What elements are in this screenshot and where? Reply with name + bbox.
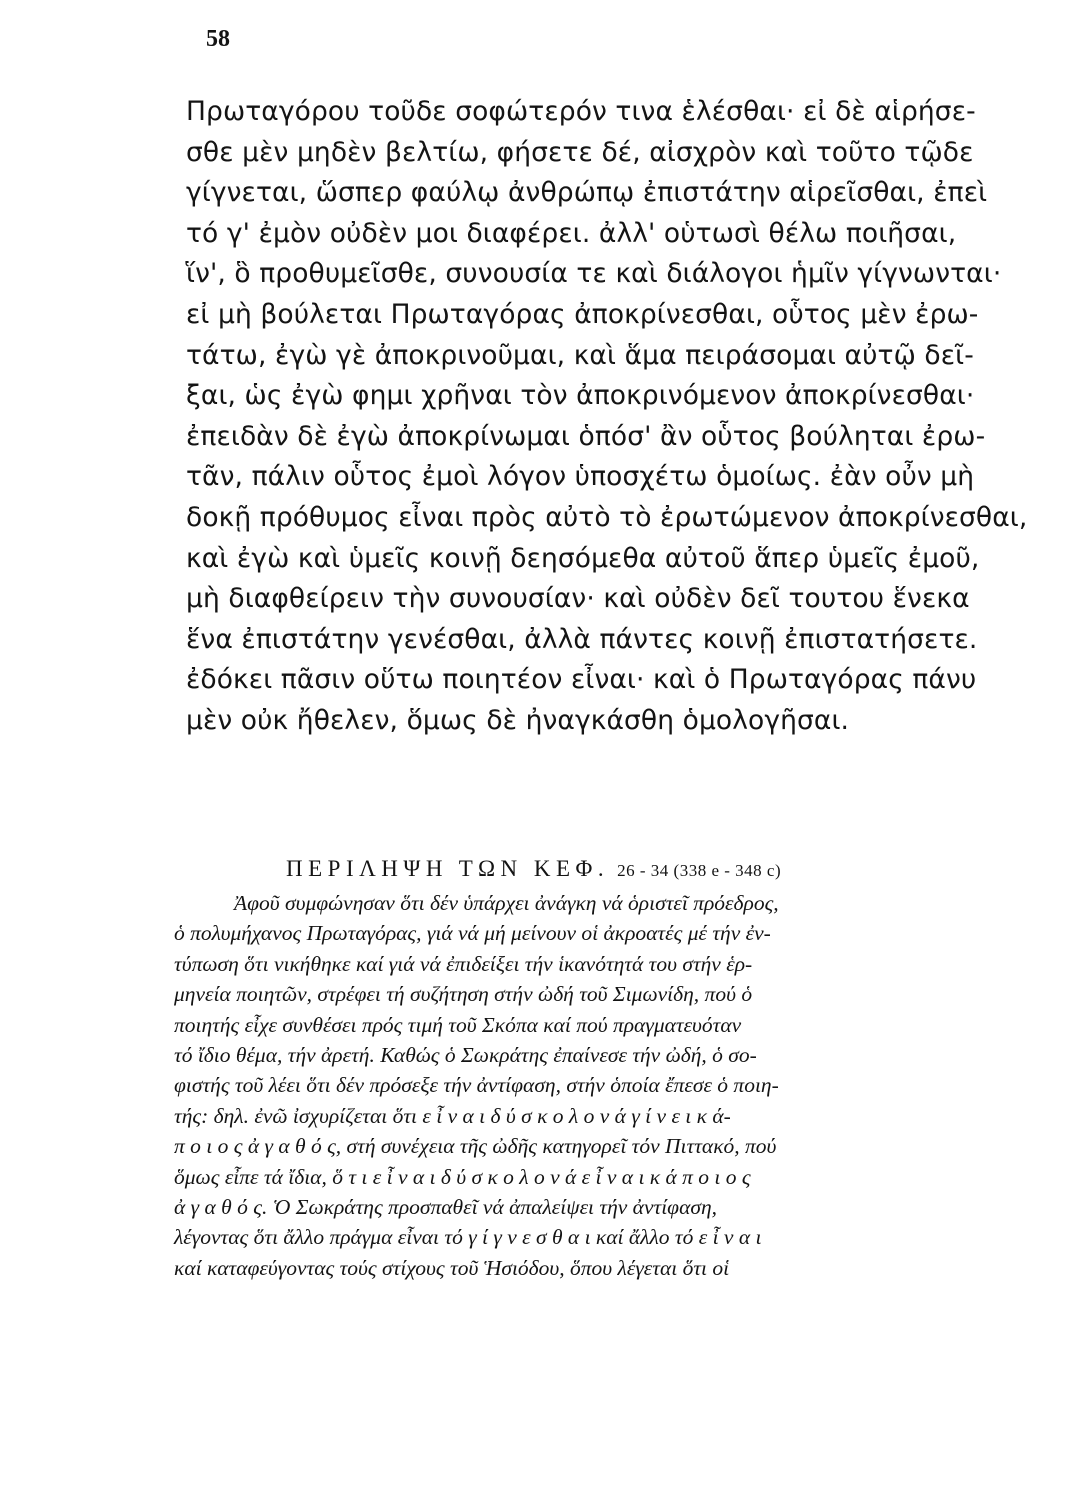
text-line: μὴ διαφθείρειν τὴν συνουσίαν· καὶ οὐδὲν δεῖ τουτου ἕνεκα xyxy=(186,583,970,615)
summary-line: τό ἴδιο θέμα, τήν ἀρετή. Καθώς ὁ Σωκράτης ἐπαίνεσε τήν ὠδή, ὁ σο- xyxy=(174,1043,757,1068)
summary-heading xyxy=(286,856,781,882)
summary-line: φιστής τοῦ λέει ὅτι δέν πρόσεξε τήν ἀντίφαση, στήν ὁποία ἔπεσε ὁ ποιη- xyxy=(174,1073,779,1098)
text-line: Πρωταγόρου τοῦδε σοφώτερόν τινα ἑλέσθαι· εἰ δὲ αἱρήσε- xyxy=(186,96,976,127)
summary-chapter-range: 26 - 34 (338 e - 348 c) xyxy=(617,861,782,880)
summary-line: τύπωση ὅτι νικήθηκε καί γιά νά ἐπιδείξει τήν ἱκανότητά του στήν ἑρ- xyxy=(174,951,753,976)
text-line: ἕνα ἐπιστάτην γενέσθαι, ἀλλὰ πάντες κοινῇ ἐπιστατήσετε. xyxy=(186,623,978,655)
text-line: ἐπειδὰν δὲ ἐγὼ ἀποκρίνωμαι ὁπόσ' ἂν οὗτος βούληται ἐρω- xyxy=(186,420,986,452)
summary-line: ὁ πολυμήχανος Πρωταγόρας, γιά νά μή μείνουν οἱ ἀκροατές μέ τήν ἐν- xyxy=(174,921,771,946)
text-line: εἰ μὴ βούλεται Πρωταγόρας ἀποκρίνεσθαι, οὗτος μὲν ἐρω- xyxy=(186,298,979,330)
page-number: 58 xyxy=(206,26,230,52)
text-line: τό γ' ἐμὸν οὐδὲν μοι διαφέρει. ἀλλ' οὑτωσὶ θέλω ποιῆσαι, xyxy=(186,217,957,249)
text-line: καὶ ἐγὼ καὶ ὑμεῖς κοινῇ δεησόμεθα αὐτοῦ ἅπερ ὑμεῖς ἐμοῦ, xyxy=(186,542,980,574)
summary-passage xyxy=(174,888,1024,1283)
summary-line: λέγοντας ὅτι ἄλλο πράγμα εἶναι τό γ ί γ ν ε σ θ α ι καί ἄλλο τό ε ἶ ν α ι xyxy=(174,1225,762,1250)
text-line: ἵν', ὃ προθυμεῖσθε, συνουσία τε καὶ διάλογοι ἡμῖν γίγνωνται· xyxy=(186,258,1002,290)
summary-line: ὅμως εἶπε τά ἴδια, ὅ τ ι ε ἶ ν α ι δ ύ σ κ ο λ ο ν ά ε ἶ ν α ι κ ά π ο ι ο ς xyxy=(174,1164,751,1189)
summary-line: τής: δηλ. ἐνῶ ἰσχυρίζεται ὅτι ε ἶ ν α ι δ ύ σ κ ο λ ο ν ά γ ί ν ε ι κ ά- xyxy=(174,1103,731,1128)
text-line: τάτω, ἐγὼ γὲ ἀποκρινοῦμαι, καὶ ἅμα πειράσομαι αὐτῷ δεῖ- xyxy=(186,339,974,371)
text-line: σθε μὲν μηδὲν βελτίω, φήσετε δέ, αἰσχρὸν καὶ τοῦτο τῷδε xyxy=(186,136,974,168)
summary-line: ἀ γ α θ ό ς. Ὁ Σωκράτης προσπαθεῖ νά ἀπαλείψει τήν ἀντίφαση, xyxy=(174,1195,718,1220)
text-line: δοκῇ πρόθυμος εἶναι πρὸς αὐτὸ τὸ ἐρωτώμενον ἀποκρίνεσθαι, xyxy=(186,501,1028,533)
summary-line: ποιητής εἶχε συνθέσει πρός τιμή τοῦ Σκόπα καί πού πραγματευόταν xyxy=(174,1012,742,1037)
text-line: ξαι, ὡς ἐγὼ φημι χρῆναι τὸν ἀποκρινόμενον ἀποκρίνεσθαι· xyxy=(186,380,975,412)
summary-line: π ο ι ο ς ἀ γ α θ ό ς, στή συνέχεια τῆς ὠδῆς κατηγορεῖ τόν Πιττακό, πού xyxy=(174,1134,777,1159)
greek-text-passage xyxy=(186,92,1046,742)
summary-title: ΠΕΡΙΛΗΨΗ ΤΩΝ ΚΕΦ. xyxy=(286,856,610,881)
text-line: γίγνεται, ὥσπερ φαύλῳ ἀνθρώπῳ ἐπιστάτην αἱρεῖσθαι, ἐπεὶ xyxy=(186,177,988,209)
summary-line: καί καταφεύγοντας τούς στίχους τοῦ Ἡσιόδου, ὅπου λέγεται ὅτι οἱ xyxy=(174,1255,730,1280)
summary-line: Ἀφοῦ συμφώνησαν ὅτι δέν ὑπάρχει ἀνάγκη νά ὁριστεῖ πρόεδρος, xyxy=(234,891,779,915)
summary-line: μηνεία ποιητῶν, στρέφει τή συζήτηση στήν ὠδή τοῦ Σιμωνίδη, πού ὁ xyxy=(174,982,753,1007)
text-line: ἐδόκει πᾶσιν οὕτω ποιητέον εἶναι· καὶ ὁ Πρωταγόρας πάνυ xyxy=(186,664,977,696)
text-line: τᾶν, πάλιν οὗτος ἐμοὶ λόγον ὑποσχέτω ὁμοίως. ἐὰν οὖν μὴ xyxy=(186,461,975,493)
text-line: μὲν οὐκ ἤθελεν, ὅμως δὲ ἠναγκάσθη ὁμολογῆσαι. xyxy=(186,704,850,736)
